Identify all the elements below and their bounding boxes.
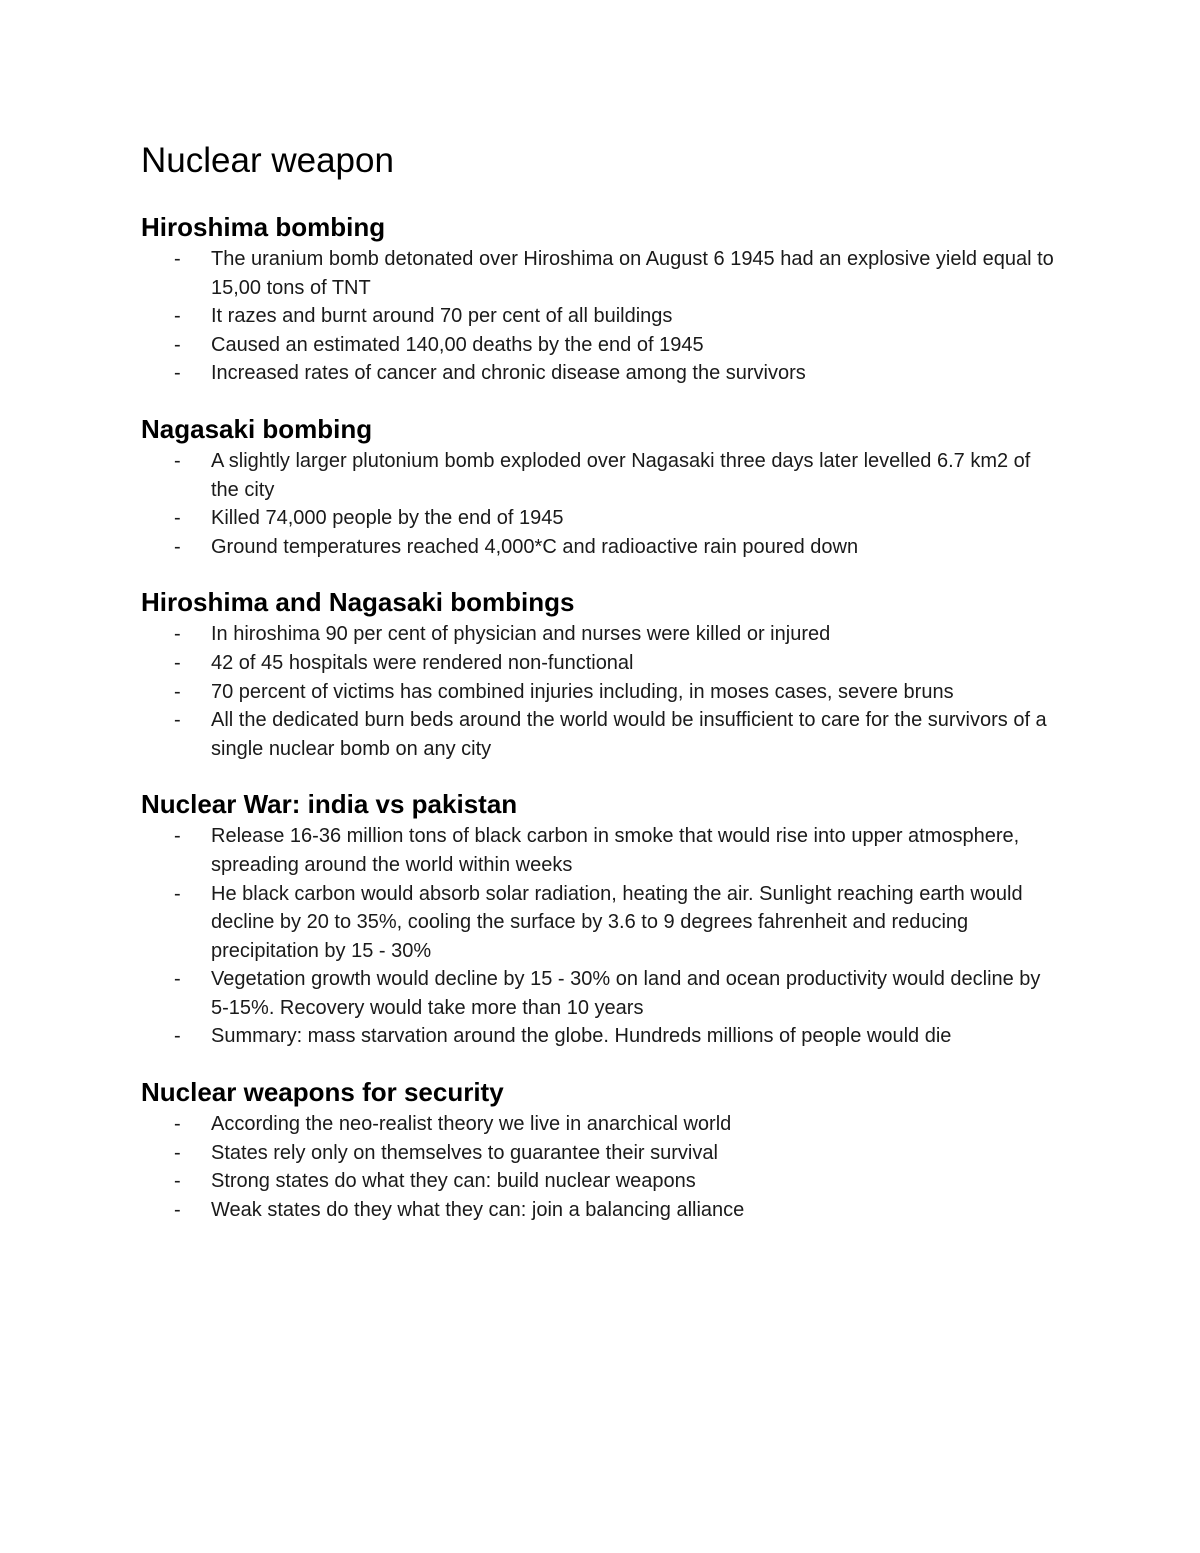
bullet-text: All the dedicated burn beds around the world would be insufficient to care for the survivors of a single nuclear bomb on any city: [211, 709, 1047, 760]
document-section: [141, 210, 1061, 388]
bullet-dash: -: [174, 1198, 181, 1221]
bullet-dash: -: [174, 623, 181, 646]
bullet-item: [141, 331, 1061, 360]
document-title: Nuclear weapon: [141, 141, 394, 180]
bullet-dash: -: [174, 882, 181, 905]
bullet-item: [141, 533, 1061, 562]
section-heading: Nuclear War: india vs pakistan: [141, 789, 518, 820]
document-section: [141, 585, 1061, 763]
bullet-text: He black carbon would absorb solar radiation, heating the air. Sunlight reaching earth would decline by 20 to 35%, cooling the surface by 3.6 to 9 degrees fahrenheit and reducing precipitation by 15 - 30%: [211, 882, 1023, 962]
bullet-item: [141, 880, 1061, 966]
bullet-dash: -: [174, 362, 181, 385]
bullet-text: Weak states do they what they can: join a balancing alliance: [211, 1198, 745, 1221]
bullet-text: The uranium bomb detonated over Hiroshima on August 6 1945 had an explosive yield equal to 15,00 tons of TNT: [211, 248, 1054, 299]
document-page: [141, 138, 1061, 1248]
bullet-list: [141, 447, 1061, 561]
bullet-text: 42 of 45 hospitals were rendered non-functional: [211, 651, 634, 674]
bullet-dash: -: [174, 1113, 181, 1136]
document-section: [141, 1075, 1061, 1224]
bullet-item: [141, 1167, 1061, 1196]
bullet-item: [141, 1110, 1061, 1139]
bullet-item: [141, 359, 1061, 388]
bullet-item: [141, 965, 1061, 1022]
bullet-item: [141, 1139, 1061, 1168]
bullet-text: 70 percent of victims has combined injuries including, in moses cases, severe bruns: [211, 680, 954, 703]
bullet-text: It razes and burnt around 70 per cent of all buildings: [211, 305, 673, 328]
bullet-item: [141, 1022, 1061, 1051]
bullet-list: [141, 620, 1061, 763]
bullet-item: [141, 504, 1061, 533]
bullet-item: [141, 706, 1061, 763]
bullet-dash: -: [174, 651, 181, 674]
bullet-dash: -: [174, 709, 181, 732]
section-heading: Nagasaki bombing: [141, 413, 373, 444]
bullet-dash: -: [174, 333, 181, 356]
bullet-item: [141, 678, 1061, 707]
bullet-dash: -: [174, 1170, 181, 1193]
bullet-text: Caused an estimated 140,00 deaths by the end of 1945: [211, 333, 704, 356]
bullet-dash: -: [174, 680, 181, 703]
section-heading: Hiroshima bombing: [141, 212, 386, 242]
bullet-dash: -: [174, 507, 181, 530]
bullet-dash: -: [174, 535, 181, 558]
bullet-dash: -: [174, 968, 181, 991]
bullet-dash: -: [174, 248, 181, 270]
bullet-list: [141, 822, 1061, 1051]
bullet-text: States rely only on themselves to guarantee their survival: [211, 1141, 718, 1164]
bullet-text: In hiroshima 90 per cent of physician and nurses were killed or injured: [211, 623, 831, 646]
bullet-text: Killed 74,000 people by the end of 1945: [211, 507, 564, 530]
bullet-text: Summary: mass starvation around the globe. Hundreds millions of people would die: [211, 1025, 952, 1048]
document-section: [141, 412, 1061, 561]
bullet-text: Release 16-36 million tons of black carbon in smoke that would rise into upper atmosphere, spreading around the world within weeks: [211, 825, 1020, 876]
bullet-text: Vegetation growth would decline by 15 - 30% on land and ocean productivity would decline by 5-15%. Recovery would take more than 10 years: [211, 968, 1041, 1019]
bullet-dash: -: [174, 825, 181, 848]
bullet-dash: -: [174, 449, 181, 472]
bullet-item: [141, 620, 1061, 649]
bullet-text: Ground temperatures reached 4,000*C and radioactive rain poured down: [211, 535, 859, 558]
bullet-item: [141, 447, 1061, 504]
section-heading: Nuclear weapons for security: [141, 1077, 504, 1108]
bullet-item: [141, 822, 1061, 879]
document-body: [141, 210, 1061, 1224]
bullet-item: [141, 649, 1061, 678]
document-section: [141, 787, 1061, 1051]
bullet-list: [141, 245, 1061, 388]
bullet-item: [141, 302, 1061, 331]
bullet-item: [141, 245, 1061, 302]
bullet-text: A slightly larger plutonium bomb exploded over Nagasaki three days later levelled 6.7 km2 of the city: [211, 449, 1031, 501]
section-heading: Hiroshima and Nagasaki bombings: [141, 587, 575, 618]
bullet-text: Increased rates of cancer and chronic disease among the survivors: [211, 362, 806, 385]
bullet-list: [141, 1110, 1061, 1224]
bullet-dash: -: [174, 1141, 181, 1164]
bullet-text: Strong states do what they can: build nuclear weapons: [211, 1170, 696, 1193]
bullet-dash: -: [174, 305, 181, 328]
bullet-dash: -: [174, 1025, 181, 1048]
bullet-item: [141, 1196, 1061, 1225]
bullet-text: According the neo-realist theory we live in anarchical world: [211, 1113, 732, 1136]
